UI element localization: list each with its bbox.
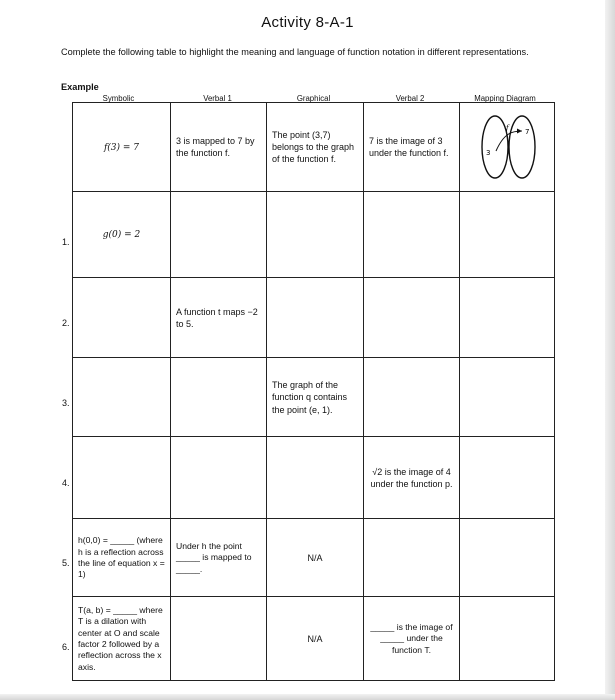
row2-verbal2-cell xyxy=(364,278,460,358)
row3-mapping-cell xyxy=(460,358,555,437)
mapping-output: 7 xyxy=(525,128,530,136)
column-header-verbal-2: Verbal 2 xyxy=(395,94,425,103)
row5-symbolic-cell xyxy=(73,519,171,597)
column-header-symbolic: Symbolic xyxy=(102,94,135,103)
column-header-verbal-1: Verbal 1 xyxy=(203,94,232,103)
mapping-function-label: f xyxy=(506,124,509,132)
row6-symbolic-cell xyxy=(73,597,171,681)
row-number: 1. xyxy=(62,237,70,247)
range-oval xyxy=(509,116,535,178)
table-row xyxy=(73,519,555,597)
column-header-mapping-diagram: Mapping Diagram xyxy=(474,94,536,103)
column-header-graphical: Graphical xyxy=(296,94,331,103)
row4-symbolic-cell xyxy=(73,437,171,519)
example-verbal2: 7 is the image of 3 under the function f. xyxy=(369,135,449,159)
row-number: 2. xyxy=(62,318,70,328)
row4-graphical-cell xyxy=(267,437,364,519)
row6-verbal2-cell xyxy=(364,597,460,681)
row2-graphical-cell xyxy=(267,278,364,358)
row4-verbal2-cell xyxy=(364,437,460,519)
row6-mapping-cell xyxy=(460,597,555,681)
row2-verbal1: A function t maps −2 to 5. xyxy=(176,306,258,329)
mapping-diagram xyxy=(460,103,554,188)
row2-verbal1-cell xyxy=(171,278,267,358)
row3-graphical-cell xyxy=(267,358,364,437)
row3-symbolic-cell xyxy=(73,358,171,437)
row1-graphical-cell xyxy=(267,192,364,278)
row1-verbal1-cell xyxy=(171,192,267,278)
row5-graphical-cell xyxy=(267,519,364,597)
instructions: Complete the following table to highlight the meaning and language of function notation in different representations. xyxy=(61,47,529,57)
table-row xyxy=(73,597,555,681)
example-verbal1-cell xyxy=(171,103,267,192)
row-number: 6. xyxy=(62,642,70,652)
table-row xyxy=(73,192,555,278)
page-edge-shadow xyxy=(605,0,615,700)
row5-verbal1-cell xyxy=(171,519,267,597)
row5-verbal2-cell xyxy=(364,519,460,597)
row1-symbolic: g(0) = 2 xyxy=(102,230,141,241)
example-symbolic: f(3) = 7 xyxy=(103,142,140,153)
example-label: Example xyxy=(61,82,99,92)
row4-verbal2: √2 is the image of 4 under the function p. xyxy=(370,466,453,489)
row6-verbal2: _____ is the image of _____ under the function T. xyxy=(370,621,453,655)
row6-graphical-cell xyxy=(267,597,364,681)
row5-graphical: N/A xyxy=(307,552,323,563)
table-row-example xyxy=(73,103,555,192)
row6-verbal1-cell xyxy=(171,597,267,681)
row5-verbal1: Under h the point _____ is mapped to _____. xyxy=(176,540,252,574)
function-notation-table xyxy=(72,102,555,681)
example-symbolic-cell xyxy=(73,103,171,192)
row3-verbal1-cell xyxy=(171,358,267,437)
row-number: 4. xyxy=(62,478,70,488)
row5-mapping-cell xyxy=(460,519,555,597)
row4-verbal1-cell xyxy=(171,437,267,519)
page-title: Activity 8-A-1 xyxy=(261,14,354,31)
row1-mapping-cell xyxy=(460,192,555,278)
example-verbal1: 3 is mapped to 7 by the function f. xyxy=(176,135,255,159)
example-graphical: The point (3,7) belongs to the graph of the function f. xyxy=(272,129,355,165)
row1-verbal2-cell xyxy=(364,192,460,278)
table-row xyxy=(73,278,555,358)
row2-symbolic-cell xyxy=(73,278,171,358)
mapping-input: 3 xyxy=(486,149,491,157)
example-mapping-cell xyxy=(460,103,555,192)
example-verbal2-cell xyxy=(364,103,460,192)
arrow-head-icon xyxy=(517,129,522,134)
table-row xyxy=(73,358,555,437)
row-number: 5. xyxy=(62,558,70,568)
table-row xyxy=(73,437,555,519)
example-graphical-cell xyxy=(267,103,364,192)
row5-symbolic: h(0,0) = _____ (where h is a reflection across the line of equation x = 1) xyxy=(78,535,165,580)
row-number: 3. xyxy=(62,398,70,408)
row6-symbolic: T(a, b) = _____ where T is a dilation with center at O and scale factor 2 followed by a reflection across the x axis. xyxy=(78,604,163,672)
domain-oval xyxy=(482,116,508,178)
row4-mapping-cell xyxy=(460,437,555,519)
row2-mapping-cell xyxy=(460,278,555,358)
page-edge-shadow xyxy=(0,694,615,700)
row1-symbolic-cell xyxy=(73,192,171,278)
row3-verbal2-cell xyxy=(364,358,460,437)
row3-graphical: The graph of the function q contains the point (e, 1). xyxy=(272,379,348,415)
row6-graphical: N/A xyxy=(307,633,323,644)
